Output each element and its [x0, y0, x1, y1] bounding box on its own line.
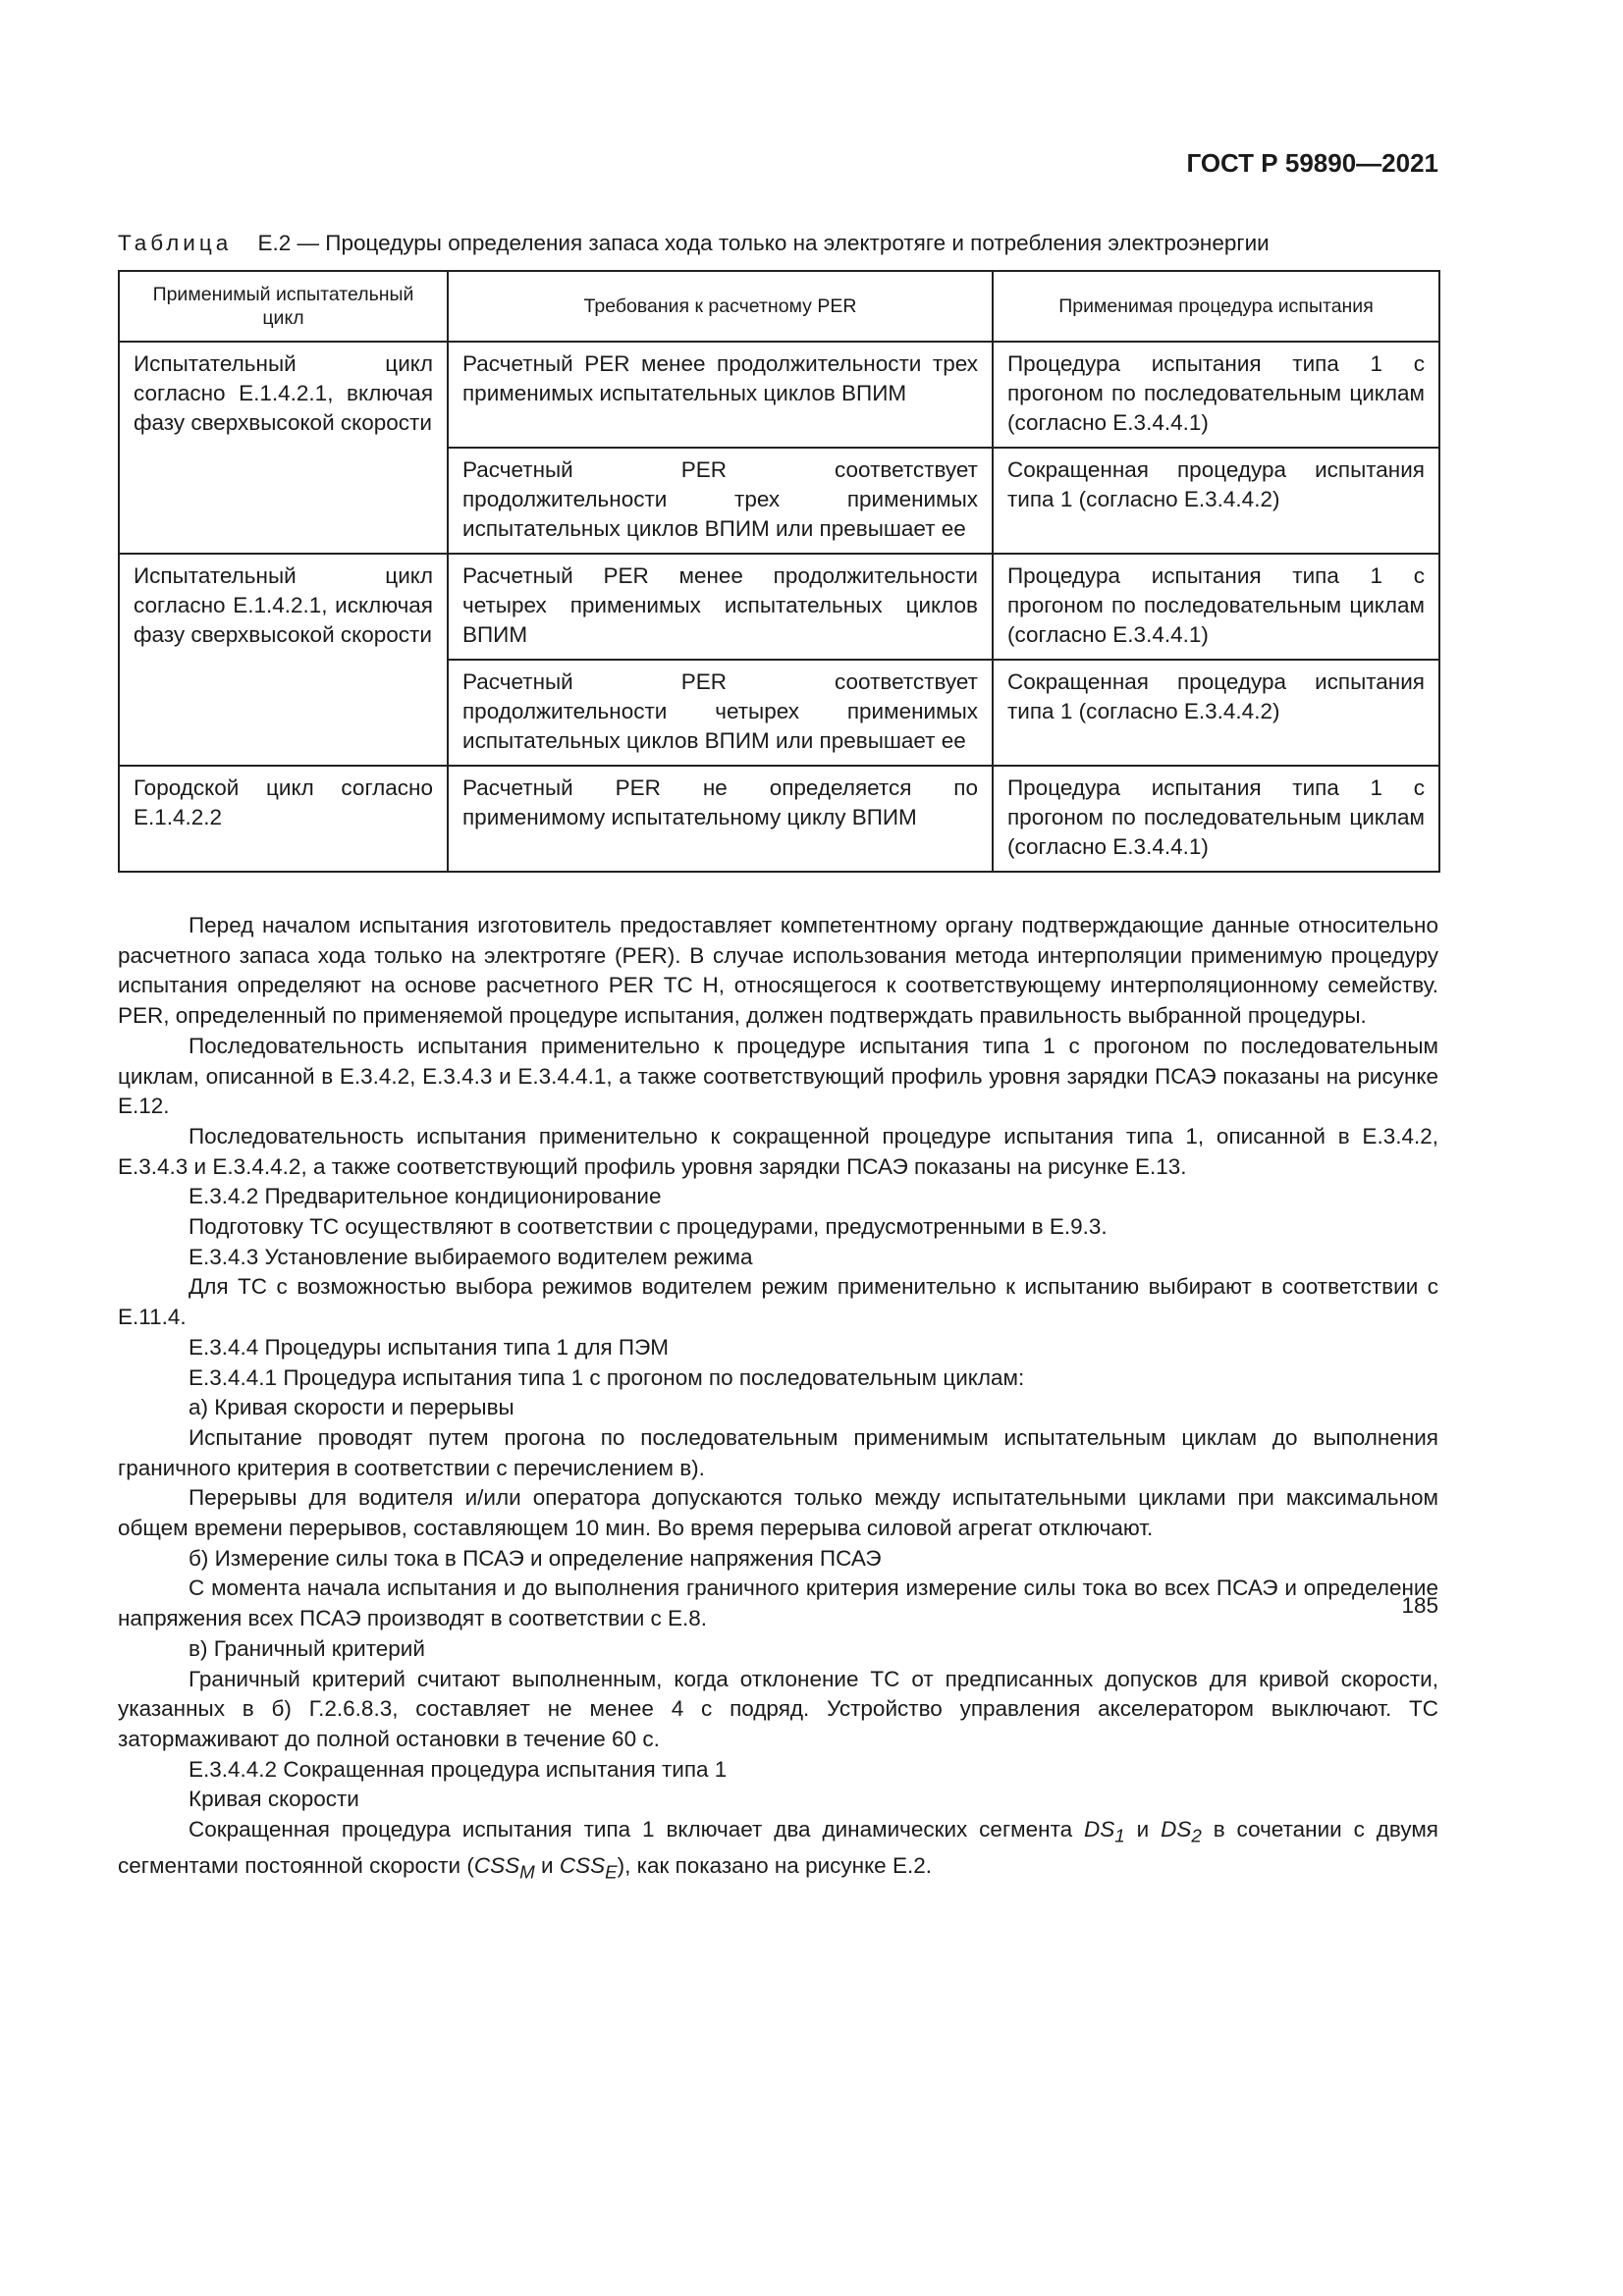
- section-heading: Е.3.4.4.1 Процедура испытания типа 1 с прогоном по последовательным циклам:: [189, 1364, 1025, 1390]
- table-caption: [118, 229, 1438, 258]
- requirement-cell: Расчетный PER менее продолжительности трех применимых испытательных циклов ВПИМ: [448, 342, 993, 448]
- cycle-cell: Испытательный цикл согласно Е.1.4.2.1, исключая фазу сверхвысокой скорости: [119, 554, 448, 766]
- procedure-cell: Процедура испытания типа 1 с прогоном по последовательным циклам (согласно Е.3.4.4.1): [993, 766, 1439, 872]
- caption-text: Е.2 — Процедуры определения запаса хода только на электротяге и потребления электроэнергии: [257, 231, 1270, 255]
- table-row: [119, 554, 1439, 660]
- procedure-cell: Процедура испытания типа 1 с прогоном по последовательным циклам (согласно Е.3.4.4.1): [993, 554, 1439, 660]
- procedure-cell: Сокращенная процедура испытания типа 1 (согласно Е.3.4.4.2): [993, 660, 1439, 766]
- header-cycle: Применимый испытательный цикл: [119, 271, 448, 342]
- subheading: Кривая скорости: [189, 1787, 359, 1812]
- text-run: в сочетании с двумя сегментами постоянной скорости (: [118, 1817, 1438, 1879]
- procedures-table: [118, 270, 1440, 873]
- symbol-ds: $DS_2$: [1161, 1817, 1202, 1846]
- paragraph: Перед началом испытания изготовитель предоставляет компетентному органу подтверждающие данные относительно расчетного запаса хода только на электротяге (PER). В случае использования метода интерполяции применимую процедуру испытания определяют на основе расчетного PER ТС Н, относящегося к соответствующему интерполяционному семейству. PER, определенный по применяемой процедуре испытания, должен подтверждать правильность выбранной процедуры.: [118, 913, 1438, 1029]
- paragraph: С момента начала испытания и до выполнения граничного критерия измерение силы тока во всех ПСАЭ и определение напряжения всех ПСАЭ производят в соответствии с Е.8.: [118, 1575, 1438, 1631]
- text-run: ), как показано на рисунке Е.2.: [617, 1853, 932, 1879]
- header-requirements: Требования к расчетному PER: [448, 271, 993, 342]
- symbol-css: $CSS_E$: [559, 1853, 618, 1883]
- paragraph: Последовательность испытания применительно к сокращенной процедуре испытания типа 1, описанной в Е.3.4.2, Е.3.4.3 и Е.3.4.4.2, а также соответствующий профиль уровня зарядки ПСАЭ показаны на рисунке Е.13.: [118, 1123, 1438, 1179]
- table-row: [119, 766, 1439, 872]
- requirement-cell: Расчетный PER соответствует продолжительности трех применимых испытательных циклов ВПИМ или превышает ее: [448, 448, 993, 554]
- paragraph: Для ТС с возможностью выбора режимов водителем режим применительно к испытанию выбирают в соответствии с Е.11.4.: [118, 1274, 1438, 1330]
- caption-prefix: Таблица: [118, 231, 233, 255]
- section-heading: Е.3.4.4 Процедуры испытания типа 1 для ПЭМ: [189, 1334, 670, 1360]
- paragraph: Перерывы для водителя и/или оператора допускаются только между испытательными циклами при максимальном общем времени перерывов, составляющем 10 мин. Во время перерыва силовой агрегат отключают.: [118, 1485, 1438, 1541]
- paragraph: Последовательность испытания применительно к процедуре испытания типа 1 с прогоном по последовательным циклам, описанной в Е.3.4.2, Е.3.4.3 и Е.3.4.4.1, а также соответствующий профиль уровня зарядки ПСАЭ показаны на рисунке Е.12.: [118, 1033, 1438, 1119]
- procedure-cell: Процедура испытания типа 1 с прогоном по последовательным циклам (согласно Е.3.4.4.1): [993, 342, 1439, 448]
- page-number: 185: [1401, 1593, 1438, 1618]
- cycle-cell: Испытательный цикл согласно Е.1.4.2.1, включая фазу сверхвысокой скорости: [119, 342, 448, 554]
- symbol-css: $CSS_M$: [473, 1853, 535, 1883]
- paragraph: Подготовку ТС осуществляют в соответствии с процедурами, предусмотренными в Е.9.3.: [189, 1214, 1108, 1240]
- list-item-heading: б) Измерение силы тока в ПСАЭ и определение напряжения ПСАЭ: [189, 1545, 882, 1571]
- list-item-heading: а) Кривая скорости и перерывы: [189, 1395, 514, 1420]
- text-run: Сокращенная процедура испытания типа 1 включает два динамических сегмента: [189, 1817, 1085, 1842]
- header-procedure: Применимая процедура испытания: [993, 271, 1439, 342]
- section-heading: Е.3.4.3 Установление выбираемого водителем режима: [189, 1244, 753, 1269]
- table-row: [119, 342, 1439, 448]
- paragraph: [118, 1815, 1438, 1888]
- paragraph: Граничный критерий считают выполненным, когда отклонение ТС от предписанных допусков для кривой скорости, указанных в б) Г.2.6.8.3, составляет не менее 4 с подряд. Устройство управления акселератором выключают. ТС затормаживают до полной остановки в течение 60 с.: [118, 1666, 1438, 1751]
- requirement-cell: Расчетный PER соответствует продолжительности четырех применимых испытательных циклов ВПИМ или превышает ее: [448, 660, 993, 766]
- section-heading: Е.3.4.4.2 Сокращенная процедура испытания типа 1: [189, 1756, 728, 1782]
- procedure-cell: Сокращенная процедура испытания типа 1 (согласно Е.3.4.4.2): [993, 448, 1439, 554]
- text-run: и: [1124, 1817, 1162, 1842]
- body-text: [118, 911, 1438, 1889]
- list-item-heading: в) Граничный критерий: [189, 1635, 425, 1661]
- table-header-row: [119, 271, 1439, 342]
- paragraph: Испытание проводят путем прогона по последовательным применимым испытательным циклам до выполнения граничного критерия в соответствии с перечислением в).: [118, 1424, 1438, 1480]
- section-heading: Е.3.4.2 Предварительное кондиционирование: [189, 1184, 662, 1209]
- document-id: ГОСТ Р 59890—2021: [1186, 148, 1438, 178]
- symbol-ds: $DS_1$: [1084, 1817, 1125, 1846]
- requirement-cell: Расчетный PER не определяется по применимому испытательному циклу ВПИМ: [448, 766, 993, 872]
- requirement-cell: Расчетный PER менее продолжительности четырех применимых испытательных циклов ВПИМ: [448, 554, 993, 660]
- cycle-cell: Городской цикл согласно Е.1.4.2.2: [119, 766, 448, 872]
- text-run: и: [534, 1853, 560, 1879]
